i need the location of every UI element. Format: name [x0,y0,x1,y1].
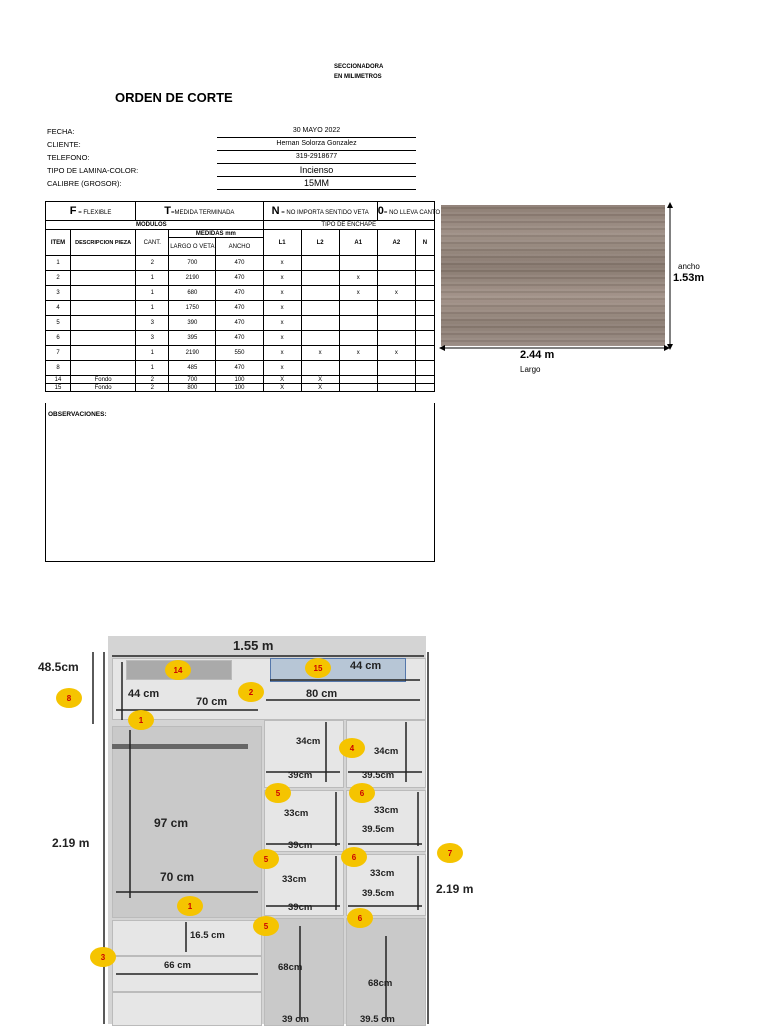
dim-33-a: 33cm [284,808,309,819]
cell-desc [71,331,136,346]
cell-cant: 1 [136,361,169,376]
dim-44-left: 44 cm [128,688,160,700]
page-title: ORDEN DE CORTE [115,90,233,105]
table-row [46,316,435,331]
cell-a1 [339,361,377,376]
cell-a2 [377,271,415,286]
cell-ancho: 470 [216,331,263,346]
observaciones-box [45,403,435,562]
cell-n [415,376,434,384]
cell-ancho: 100 [216,384,263,392]
cell-a2 [377,376,415,384]
ancho-header: ANCHO [216,238,263,256]
right-height-label: 2.19 m [436,882,474,896]
cell-desc [71,256,136,271]
dim-33-b: 33cm [374,805,399,816]
cell-n [415,256,434,271]
sheet-dimension-lines [436,198,686,358]
marker-4: 4 [339,738,365,758]
fecha-value: 30 MAYO 2022 [217,125,416,138]
cell-ancho: 470 [216,271,263,286]
cell-cant: 3 [136,316,169,331]
cell-desc [71,361,136,376]
dim-68-left: 68cm [278,962,303,973]
cell-cant: 2 [136,384,169,392]
cliente-value: Hernan Solorza Gonzalez [217,138,416,151]
cell-a2: x [377,286,415,301]
cell-item: 5 [46,316,71,331]
dim-33-d: 33cm [370,868,395,879]
cliente-label: CLIENTE: [47,140,81,149]
cell-a2 [377,316,415,331]
cell-largo: 2190 [169,271,216,286]
telefono-value: 319-2918677 [217,151,416,164]
dim-39-5-d: 39.5 cm [360,1014,395,1025]
cell-item: 15 [46,384,71,392]
calibre-value: 15MM [217,177,416,190]
cell-a1 [339,384,377,392]
table-row [46,361,435,376]
dim-34-right: 34cm [374,746,399,757]
dim-34-left: 34cm [296,736,321,747]
cell-desc: Fondo [71,384,136,392]
l1-header: L1 [263,230,301,256]
dim-66: 66 cm [164,960,191,971]
cell-desc: Fondo [71,376,136,384]
dim-39-5-c: 39.5cm [362,888,395,899]
cell-largo: 800 [169,384,216,392]
marker-6-a: 6 [349,783,375,803]
cell-cant: 1 [136,346,169,361]
cell-item: 8 [46,361,71,376]
cell-ancho: 470 [216,361,263,376]
table-row [46,346,435,361]
cell-l2: X [301,376,339,384]
marker-8: 8 [56,688,82,708]
legend-t: T=MEDIDA TERMINADA [136,202,263,221]
table-row [46,256,435,271]
modulos-header: MODULOS [46,221,264,230]
cell-a2: x [377,346,415,361]
cell-desc [71,286,136,301]
dim-80: 80 cm [306,688,338,700]
cant-header: CANT. [136,230,169,256]
table-row [46,286,435,301]
item-header: ITEM [46,230,71,256]
cell-a2 [377,256,415,271]
cell-l2 [301,361,339,376]
cell-n [415,361,434,376]
dim-68-right: 68cm [368,978,393,989]
cell-a2 [377,384,415,392]
cell-item: 6 [46,331,71,346]
cell-l1: x [263,331,301,346]
cell-a2 [377,331,415,346]
largo-header: LARGO O VETA [169,238,216,256]
cell-a1: x [339,346,377,361]
cell-item: 1 [46,256,71,271]
cell-largo: 700 [169,376,216,384]
cell-n [415,316,434,331]
cell-l2: X [301,384,339,392]
cell-l1: x [263,301,301,316]
cell-a1 [339,316,377,331]
marker-6-b: 6 [341,847,367,867]
desc-header: DESCRIPCION PIEZA [71,230,136,256]
total-width-label: 1.55 m [233,638,274,653]
cell-desc [71,316,136,331]
cell-cant: 2 [136,376,169,384]
cell-cant: 1 [136,271,169,286]
cell-l2 [301,256,339,271]
cell-item: 2 [46,271,71,286]
cell-a2 [377,301,415,316]
table-row [46,301,435,316]
marker-1-bottom: 1 [177,896,203,916]
marker-3: 3 [90,947,116,967]
fecha-label: FECHA: [47,127,75,136]
cell-l1: x [263,286,301,301]
ancho-value: 1.53m [673,272,705,284]
marker-2: 2 [238,682,264,702]
cell-n [415,384,434,392]
cell-l1: x [263,346,301,361]
cell-largo: 680 [169,286,216,301]
marker-5-a: 5 [265,783,291,803]
n-header: N [415,230,434,256]
cell-l2 [301,316,339,331]
cell-ancho: 470 [216,286,263,301]
cell-l1: x [263,316,301,331]
cell-desc [71,271,136,286]
table-row [46,271,435,286]
dim-70-top: 70 cm [196,696,228,708]
milimetros-label: EN MILIMETROS [334,74,382,80]
cell-desc [71,346,136,361]
cell-ancho: 470 [216,301,263,316]
cell-n [415,301,434,316]
top-height-label: 48.5cm [38,660,79,674]
cut-table [45,201,441,392]
cell-l2 [301,286,339,301]
lamina-label: TIPO DE LAMINA-COLOR: [47,166,139,175]
marker-5-b: 5 [253,849,279,869]
cell-l1: X [263,384,301,392]
observaciones-label: OBSERVACIONES: [48,411,107,418]
seccionadora-label: SECCIONADORA [334,64,384,70]
table-row [46,376,435,384]
cell-l1: x [263,256,301,271]
cell-a1 [339,376,377,384]
cell-item: 4 [46,301,71,316]
a1-header: A1 [339,230,377,256]
cell-largo: 1750 [169,301,216,316]
cell-a1 [339,301,377,316]
cell-n [415,271,434,286]
cell-a1: x [339,271,377,286]
telefono-label: TELEFONO: [47,153,90,162]
cell-l1: x [263,271,301,286]
cell-a1: x [339,286,377,301]
cell-cant: 1 [136,286,169,301]
dim-16-5: 16.5 cm [190,930,225,941]
legend-n: N = NO IMPORTA SENTIDO VETA [263,202,377,221]
legend-row [46,202,435,221]
cell-a1 [339,331,377,346]
cell-n [415,286,434,301]
table-row [46,331,435,346]
marker-14: 14 [165,660,191,680]
cell-n [415,331,434,346]
dim-39-b: 39cm [288,840,313,851]
dim-39-c: 39cm [288,902,313,913]
cell-l1: X [263,376,301,384]
marker-6-c: 6 [347,908,373,928]
lamina-value: Incienso [217,164,416,177]
dim-39-5-b: 39.5cm [362,824,395,835]
form-values [217,125,416,190]
cell-a2 [377,361,415,376]
marker-7: 7 [437,843,463,863]
cell-n [415,346,434,361]
cell-largo: 2190 [169,346,216,361]
dim-39-5-a: 39.5cm [362,770,395,781]
marker-5-c: 5 [253,916,279,936]
left-height-label: 2.19 m [52,836,90,850]
cell-ancho: 550 [216,346,263,361]
medidas-header: MEDIDAS mm [169,230,263,238]
tipo-enchape-header: TIPO DE ENCHAPE [263,221,434,230]
cell-l2 [301,331,339,346]
largo-value: 2.44 m [520,349,555,361]
cell-a1 [339,256,377,271]
dim-39-d: 39 cm [282,1014,309,1025]
closet-drawing [0,600,768,1024]
calibre-label: CALIBRE (GROSOR): [47,179,122,188]
marker-15: 15 [305,658,331,678]
form-labels [47,125,217,190]
dim-70-bottom: 70 cm [160,870,195,884]
cell-cant: 3 [136,331,169,346]
cell-item: 14 [46,376,71,384]
dim-33-c: 33cm [282,874,307,885]
cell-item: 7 [46,346,71,361]
legend-0: 0= NO LLEVA CANTO [377,202,434,221]
legend-f: F = FLEXIBLE [46,202,136,221]
cell-desc [71,301,136,316]
cell-ancho: 470 [216,256,263,271]
cell-l2 [301,301,339,316]
cell-l1: x [263,361,301,376]
cell-largo: 390 [169,316,216,331]
group-header-row [46,221,435,230]
cell-cant: 1 [136,301,169,316]
marker-1-top: 1 [128,710,154,730]
dim-97: 97 cm [154,816,189,830]
ancho-label: ancho [678,262,700,271]
largo-label: Largo [520,365,541,374]
dim-39-a: 39cm [288,770,313,781]
cell-l2: x [301,346,339,361]
cell-largo: 700 [169,256,216,271]
l2-header: L2 [301,230,339,256]
cell-ancho: 100 [216,376,263,384]
dim-44-right: 44 cm [350,660,382,672]
cell-largo: 485 [169,361,216,376]
cell-item: 3 [46,286,71,301]
cell-cant: 2 [136,256,169,271]
cell-l2 [301,271,339,286]
a2-header: A2 [377,230,415,256]
medidas-row [46,230,435,238]
cell-largo: 395 [169,331,216,346]
cell-ancho: 470 [216,316,263,331]
table-row [46,384,435,392]
